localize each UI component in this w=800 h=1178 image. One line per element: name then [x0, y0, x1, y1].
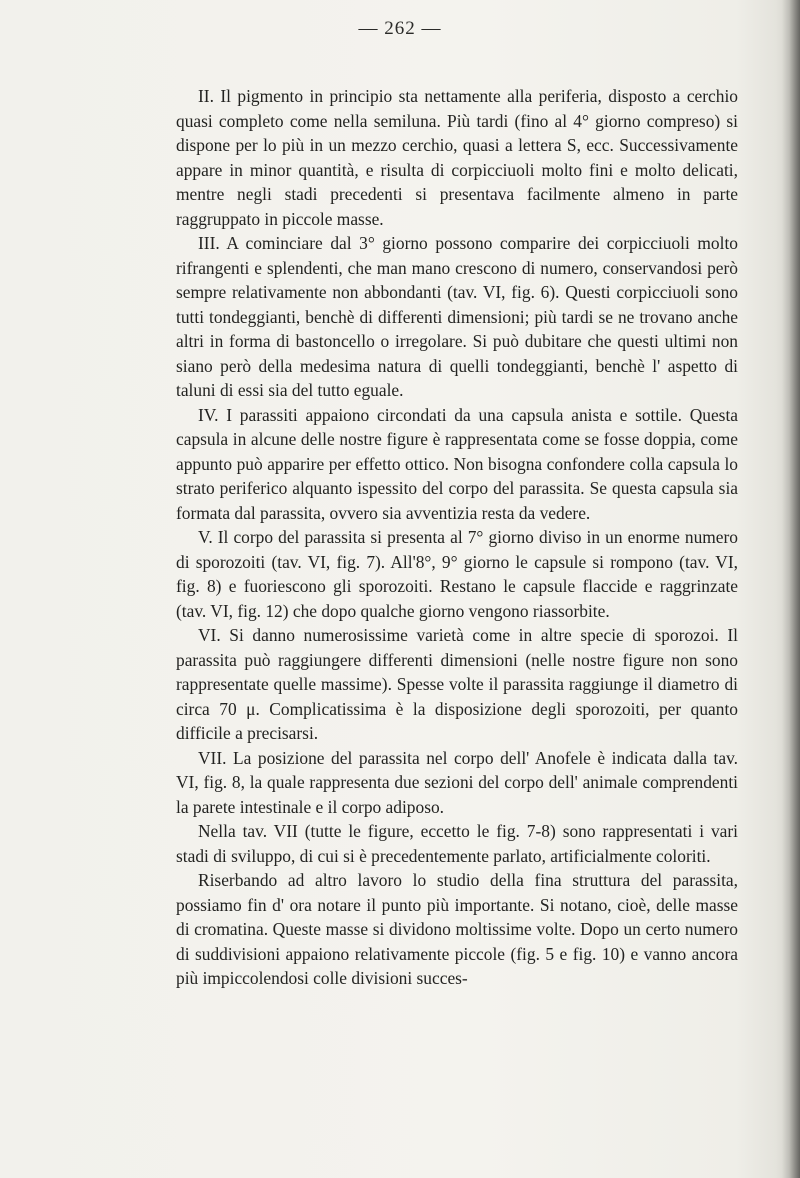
binding-edge-shadow: [782, 0, 800, 1178]
paragraph-iv: IV. I parassiti appaiono circondati da una capsula anista e sottile. Questa capsula in alcune delle nostre figure è rappresentata come se fosse doppia, come appunto può apparire per effetto ottico. Non bisogna confondere colla capsula lo strato periferico alquanto ispessito del corpo del parassita. Se questa capsula sia formata dal parassita, ovvero sia avventizia resta da vedere.: [176, 404, 738, 523]
paragraph-vi: VI. Si danno numerosissime varietà come in altre specie di sporozoi. Il parassita può raggiungere differenti dimensioni (nelle nostre figure non sono rappresentate quelle massime). Spesse volte il parassita raggiunge il diametro di circa 70 μ. Complicatissima è la disposizione degli sporozoiti, per quanto difficile a precisarsi.: [176, 625, 738, 743]
page-number: — 262 —: [358, 18, 442, 39]
paragraph-struttura: Riserbando ad altro lavoro lo studio della fina struttura del parassita, possiamo fin d' ora notare il punto più importante. Si notano, cioè, delle masse di cromatina. Queste masse si dividono moltissime volte. Dopo un certo numero di suddivisioni appaiono relativamente piccole (fig. 5 e fig. 10) e vanno ancora più impiccolendosi colle divisioni succes-: [176, 870, 738, 988]
paragraph-tav-vii: Nella tav. VII (tutte le figure, eccetto le fig. 7-8) sono rappresentati i vari stadi di sviluppo, di cui si è precedentemente parlato, artificialmente coloriti.: [176, 821, 738, 866]
body-text: [176, 84, 738, 991]
paragraph-iii: III. A cominciare dal 3° giorno possono comparire dei corpicciuoli molto rifrangenti e splendenti, che man mano crescono di numero, conservandosi però sempre relativamente non abbondanti (tav. VI, fig. 6). Questi corpicciuoli sono tutti tondeggianti, benchè di differenti dimensioni; più tardi se ne trovano anche altri in forma di bastoncello o irregolare. Si può dubitare che questi ultimi non siano però della medesima natura di quelli tondeggianti, benchè l' aspetto di taluni di essi sia del tutto eguale.: [176, 233, 738, 400]
paragraph-vii: VII. La posizione del parassita nel corpo dell' Anofele è indicata dalla tav. VI, fig. 8, la quale rappresenta due sezioni del corpo dell' animale comprendenti la parete intestinale e il corpo adiposo.: [176, 747, 738, 817]
paragraph-ii: II. Il pigmento in principio sta nettamente alla periferia, disposto a cerchio quasi completo come nella semiluna. Più tardi (fino al 4° giorno compreso) si dispone per lo più in un mezzo cerchio, quasi a lettera S, ecc. Successivamente appare in minor quantità, e risulta di corpicciuoli molto fini e molto delicati, mentre negli stadi precedenti si presentava facilmente almeno in parte raggruppato in piccole masse.: [176, 86, 738, 229]
paragraph-v: V. Il corpo del parassita si presenta al 7° giorno diviso in un enorme numero di sporozoiti (tav. VI, fig. 7). All'8°, 9° giorno le capsule si rompono (tav. VI, fig. 8) e fuoriescono gli sporozoiti. Restano le capsule flaccide e raggrinzate (tav. VI, fig. 12) che dopo qualche giorno vengono riassorbite.: [176, 527, 738, 621]
